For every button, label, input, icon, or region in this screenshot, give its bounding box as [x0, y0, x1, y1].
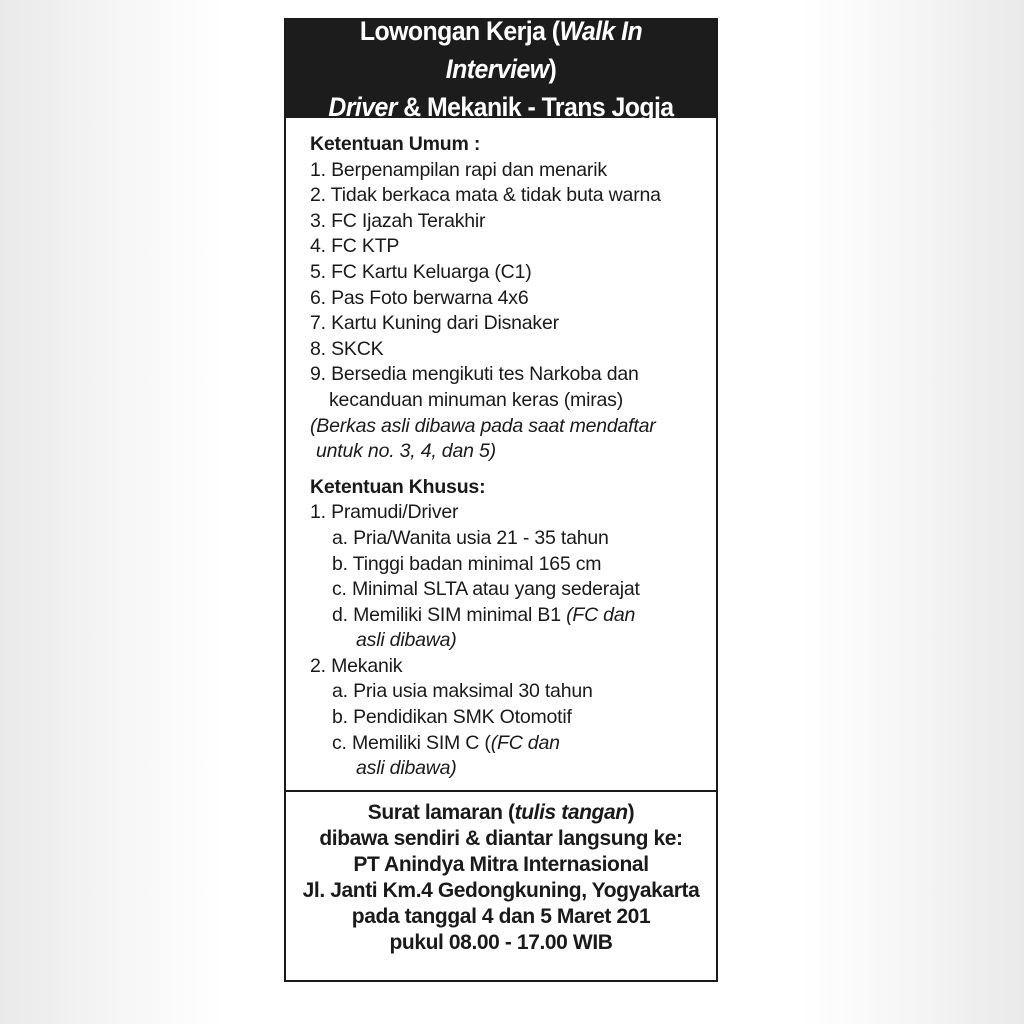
driver-req-d — [310, 603, 710, 629]
interview-time: pukul 08.00 - 17.00 WIB — [389, 931, 613, 954]
footer-line-1 — [286, 800, 716, 826]
ad-body — [310, 132, 710, 782]
ad-header — [286, 16, 716, 122]
ad-footer — [286, 800, 716, 956]
company-name: PT Anindya Mitra Internasional — [353, 853, 649, 876]
umum-item-continuation: kecanduan minuman keras (miras) — [329, 388, 624, 411]
umum-note-line-1: (Berkas asli dibawa pada saat mendaftar — [310, 414, 656, 437]
driver-req-d-text: d. Memiliki SIM minimal B1 — [332, 603, 567, 626]
umum-heading: Ketentuan Umum : — [310, 133, 481, 155]
umum-item: 5. FC Kartu Keluarga (C1) — [310, 260, 532, 283]
umum-item: 8. SKCK — [310, 337, 384, 360]
driver-req-d-italic: (FC dan — [566, 603, 636, 626]
umum-item: 1. Berpenampilan rapi dan menarik — [310, 158, 607, 181]
footer-line-1-suffix: ) — [627, 801, 635, 824]
mekanik-req-c-italic: (FC dan — [490, 731, 560, 754]
footer-line-1-italic: tulis tangan — [514, 801, 628, 824]
driver-req-c: c. Minimal SLTA atau yang sederajat — [332, 578, 640, 601]
title-suffix: ) — [548, 54, 557, 84]
ad-title-line-2 — [303, 88, 699, 126]
umum-item: 4. FC KTP — [310, 235, 400, 258]
mekanik-req-c-continuation: asli dibawa) — [356, 757, 457, 780]
job-advertisement — [284, 18, 718, 982]
title-rest: & Mekanik - Trans Jogja — [396, 92, 674, 122]
umum-item: 9. Bersedia mengikuti tes Narkoba dan — [310, 363, 639, 386]
mekanik-req-b: b. Pendidikan SMK Otomotif — [332, 706, 572, 729]
interview-date: pada tanggal 4 dan 5 Maret 201 — [351, 905, 651, 928]
driver-title: 1. Pramudi/Driver — [310, 501, 459, 524]
khusus-heading: Ketentuan Khusus: — [310, 475, 486, 498]
company-address: Jl. Janti Km.4 Gedongkuning, Yogyakarta — [302, 879, 700, 902]
driver-req-b: b. Tinggi badan minimal 165 cm — [332, 552, 602, 575]
footer-line-2: dibawa sendiri & diantar langsung ke: — [319, 827, 683, 850]
title-driver: Driver — [328, 92, 397, 122]
umum-item: 2. Tidak berkaca mata & tidak buta warna — [310, 184, 661, 207]
title-prefix: Lowongan Kerja ( — [359, 16, 560, 46]
mekanik-title: 2. Mekanik — [310, 654, 403, 677]
driver-req-a: a. Pria/Wanita usia 21 - 35 tahun — [332, 526, 609, 549]
mekanik-req-a: a. Pria usia maksimal 30 tahun — [332, 680, 593, 703]
umum-item: 6. Pas Foto berwarna 4x6 — [310, 286, 529, 309]
umum-item: 7. Kartu Kuning dari Disnaker — [310, 312, 559, 335]
driver-req-d-continuation: asli dibawa) — [356, 629, 457, 652]
footer-line-1-prefix: Surat lamaran ( — [367, 801, 515, 824]
footer-divider — [286, 790, 716, 792]
title-italic: Walk In Interview — [445, 16, 643, 84]
mekanik-req-c-text: c. Memiliki SIM C ( — [332, 731, 491, 754]
umum-note-line-2: untuk no. 3, 4, dan 5) — [316, 440, 496, 463]
ad-title-line-1 — [303, 12, 699, 88]
mekanik-req-c — [310, 731, 710, 757]
umum-item: 3. FC Ijazah Terakhir — [310, 209, 486, 232]
